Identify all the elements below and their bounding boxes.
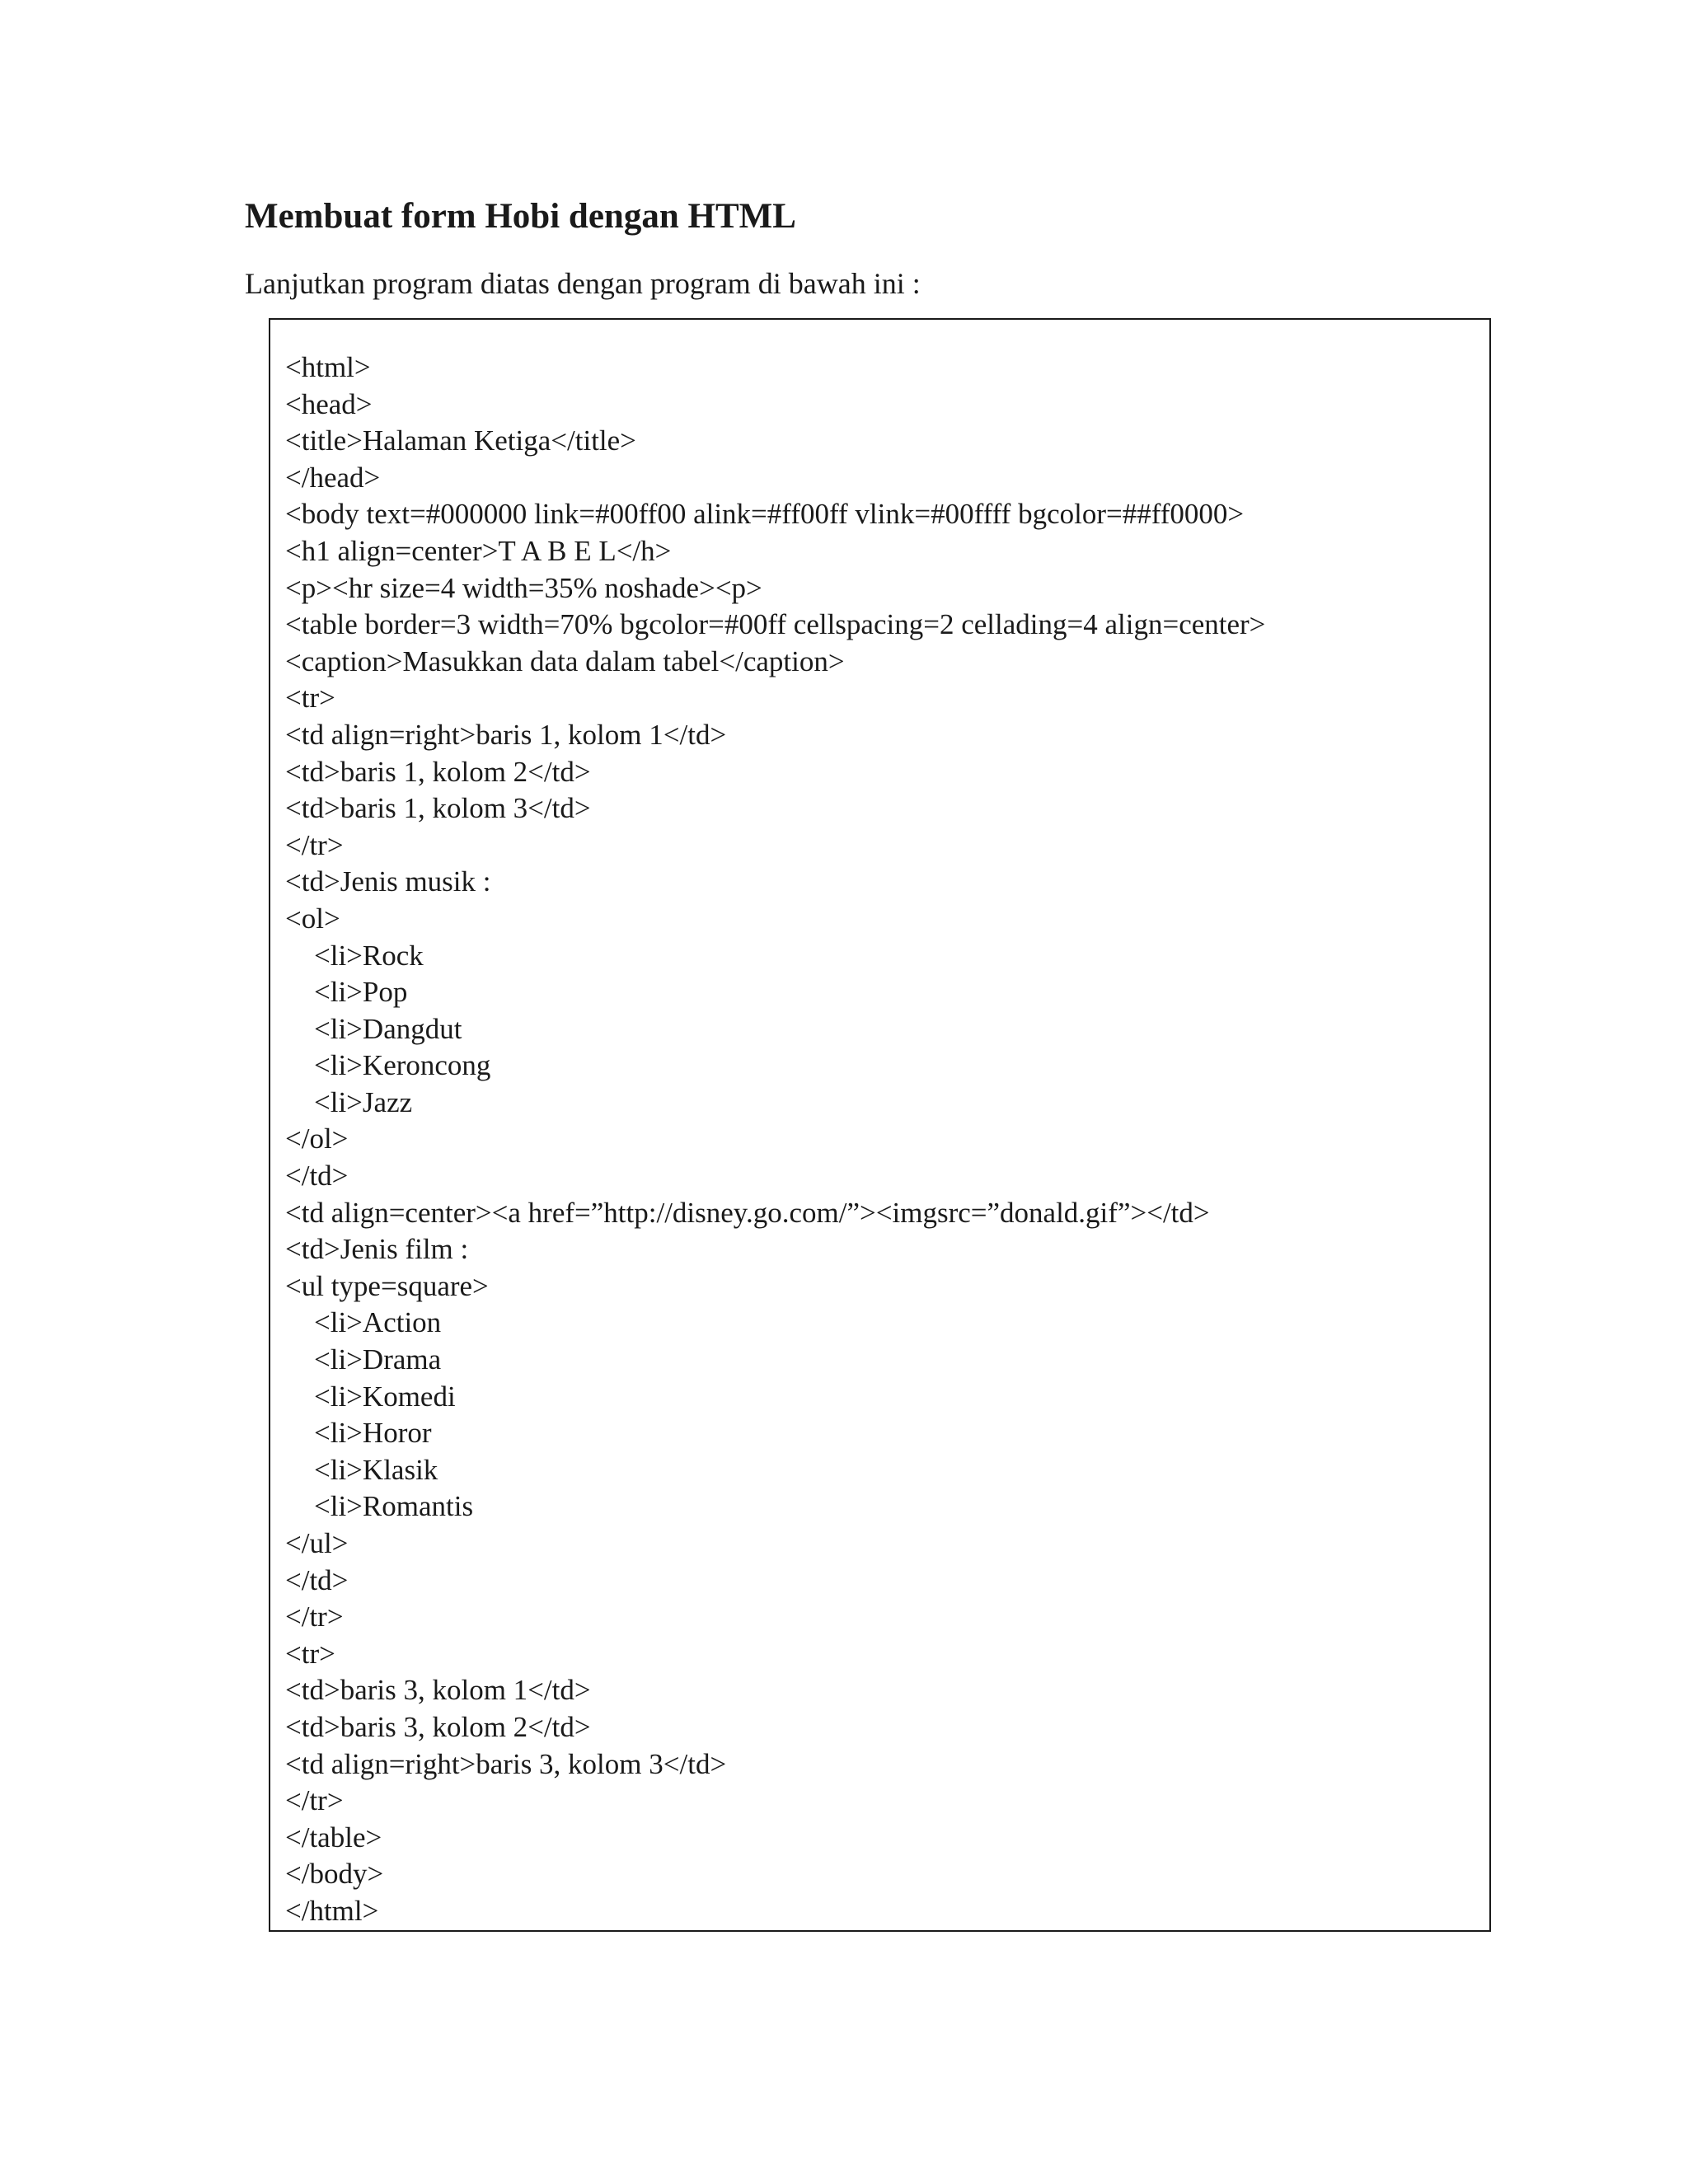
page-title: Membuat form Hobi dengan HTML [245,197,796,236]
code-line: <head> [285,387,373,420]
intro-paragraph: Lanjutkan program diatas dengan program di bawah ini : [245,267,921,300]
code-line: <li>Romantis [285,1490,474,1523]
code-line: <td>baris 1, kolom 2</td> [285,755,591,788]
code-line: </body> [285,1858,384,1891]
code-line: <li>Komedi [285,1380,456,1413]
code-line: <li>Klasik [285,1453,438,1486]
code-listing-box [269,318,1491,1932]
code-line: <html> [285,351,371,383]
code-line: <li>Pop [285,976,408,1009]
code-line: <li>Jazz [285,1085,413,1118]
code-line: <td align=right>baris 3, kolom 3</td> [285,1747,727,1780]
code-line: <td>Jenis film : [285,1233,469,1266]
code-line: <table border=3 width=70% bgcolor=#00ff cellspacing=2 cellading=4 align=center> [285,608,1266,641]
code-line: </head> [285,461,381,494]
code-line: </tr> [285,828,344,861]
code-line: <ol> [285,902,340,935]
code-line: <li>Dangdut [285,1012,462,1045]
code-line: <body text=#000000 link=#00ff00 alink=#ff00ff vlink=#00ffff bgcolor=##ff0000> [285,498,1245,531]
code-line: <ul type=square> [285,1269,489,1302]
code-line: <caption>Masukkan data dalam tabel</caption> [285,644,845,677]
code-line: <h1 align=center>T A B E L</h> [285,534,672,567]
code-line: <td>Jenis musik : [285,865,491,898]
code-line: </td> [285,1160,349,1193]
code-line: <td>baris 3, kolom 2</td> [285,1710,591,1743]
code-line: <title>Halaman Ketiga</title> [285,424,636,457]
code-line: <td align=center><a href=”http://disney.go.com/”><imgsrc=”donald.gif”></td> [285,1196,1210,1229]
code-line: <tr> [285,1637,335,1670]
code-line: <li>Rock [285,939,424,972]
code-line: <td>baris 3, kolom 1</td> [285,1674,591,1707]
code-line: </ol> [285,1122,349,1155]
code-line: <li>Horor [285,1417,432,1450]
code-line: <td>baris 1, kolom 3</td> [285,792,591,825]
code-line: <td align=right>baris 1, kolom 1</td> [285,718,727,751]
code-line: </tr> [285,1601,344,1633]
code-line: </table> [285,1821,382,1854]
code-line: <tr> [285,682,335,715]
code-line: <li>Keroncong [285,1049,491,1082]
code-listing [285,349,1265,1930]
code-line: </td> [285,1563,349,1596]
code-line: </html> [285,1894,379,1927]
code-line: <p><hr size=4 width=35% noshade><p> [285,571,762,604]
code-line: </ul> [285,1527,349,1559]
code-line: <li>Drama [285,1343,442,1376]
code-line: </tr> [285,1784,344,1817]
code-line: <li>Action [285,1306,442,1339]
